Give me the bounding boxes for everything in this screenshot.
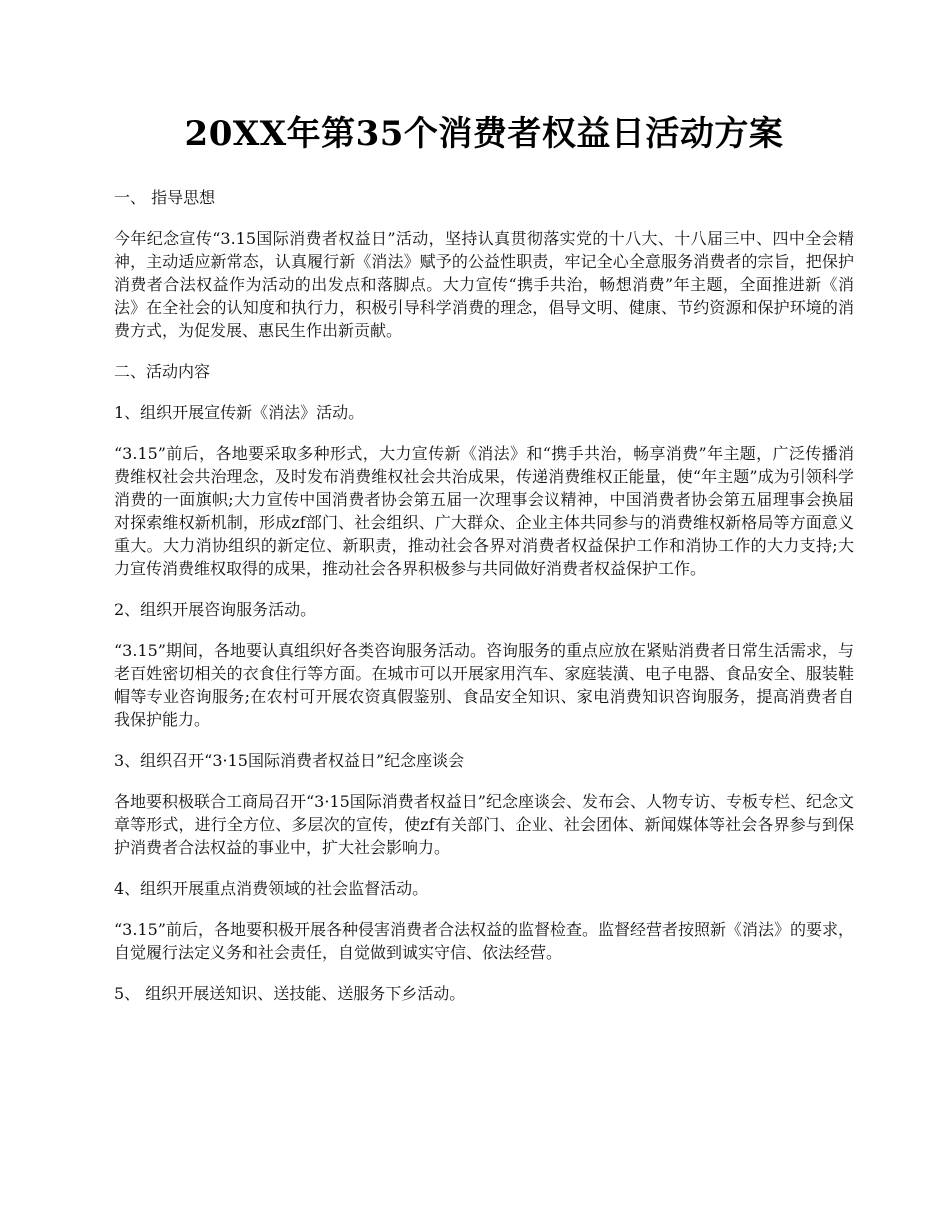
section-heading-guiding-ideology: 一、 指导思想 xyxy=(114,188,216,207)
item-heading-5: 5、 组织开展送知识、送技能、送服务下乡活动。 xyxy=(114,984,466,1003)
item-heading-1: 1、组织开展宣传新《消法》活动。 xyxy=(114,403,365,422)
paragraph-item-2: “3.15”期间，各地要认真组织好各类咨询服务活动。咨询服务的重点应放在紧贴消费者日常生活需求，与老百姓密切相关的衣食住行等方面。在城市可以开展家用汽车、家庭装潢、电子电器、食品安全、服装鞋帽等专业咨询服务;在农村可开展农资真假鉴别、食品安全知识、家电消费知识咨询服务，提高消费者自我保护能力。 xyxy=(114,641,854,729)
paragraph-guiding-ideology: 今年纪念宣传“3.15国际消费者权益日”活动，坚持认真贯彻落实党的十八大、十八届三中、四中全会精神，主动适应新常态，认真履行新《消法》赋予的公益性职责，牢记全心全意服务消费者的宗旨，把保护消费者合法权益作为活动的出发点和落脚点。大力宣传“携手共治，畅想消费”年主题，全面推进新《消法》在全社会的认知度和执行力，积极引导科学消费的理念，倡导文明、健康、节约资源和保护环境的消费方式，为促发展、惠民生作出新贡献。 xyxy=(114,229,854,340)
item-heading-2: 2、组织开展咨询服务活动。 xyxy=(114,600,317,619)
item-heading-3: 3、组织召开“3·15国际消费者权益日”纪念座谈会 xyxy=(114,751,465,770)
section-heading-activity-content: 二、活动内容 xyxy=(114,362,211,381)
item-heading-4: 4、组织开展重点消费领域的社会监督活动。 xyxy=(114,879,429,898)
paragraph-item-4: “3.15”前后，各地要积极开展各种侵害消费者合法权益的监督检查。监督经营者按照新《消法》的要求，自觉履行法定义务和社会责任，自觉做到诚实守信、依法经营。 xyxy=(114,920,854,962)
paragraph-item-1: “3.15”前后，各地要采取多种形式，大力宣传新《消法》和“携手共治，畅享消费”年主题，广泛传播消费维权社会共治理念，及时发布消费维权社会共治成果，传递消费维权正能量，使“年主题”成为引领科学消费的一面旗帜;大力宣传中国消费者协会第五届一次理事会议精神，中国消费者协会第五届理事会换届对探索维权新机制，形成zf部门、社会组织、广大群众、企业主体共同参与的消费维权新格局等方面意义重大。大力消协组织的新定位、新职责，推动社会各界对消费者权益保护工作和消协工作的大力支持;大力宣传消费维权取得的成果，推动社会各界积极参与共同做好消费者权益保护工作。 xyxy=(114,444,854,578)
paragraph-item-3: 各地要积极联合工商局召开“3·15国际消费者权益日”纪念座谈会、发布会、人物专访、专板专栏、纪念文章等形式，进行全方位、多层次的宣传，使zf有关部门、企业、社会团体、新闻媒体等社会各界参与到保护消费者合法权益的事业中，扩大社会影响力。 xyxy=(114,792,854,857)
document-title: 20XX年第35个消费者权益日活动方案 xyxy=(184,114,784,154)
